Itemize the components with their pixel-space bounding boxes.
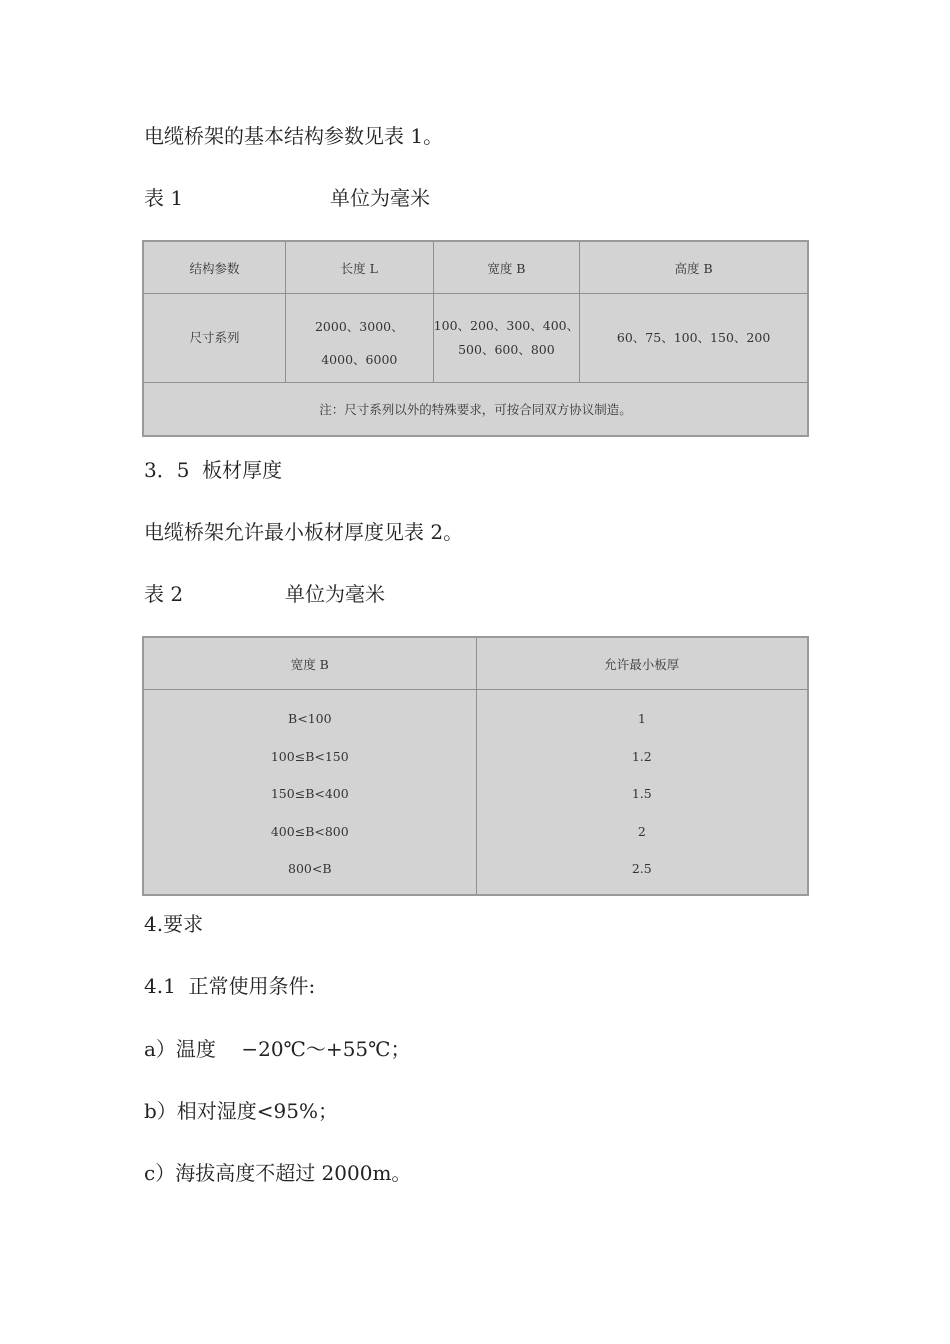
table1-header-cell: 结构参数 xyxy=(143,241,286,294)
table1-note: 注：尺寸系列以外的特殊要求，可按合同双方协议制造。 xyxy=(143,383,808,437)
table1-label: 表 1 xyxy=(144,186,184,210)
table1-structure-params xyxy=(142,240,809,437)
table1-length-line: 4000、6000 xyxy=(321,352,398,367)
table2-header-row xyxy=(143,637,808,690)
table2-body-row xyxy=(143,690,808,896)
condition-c-altitude: c）海拔高度不超过 2000m。 xyxy=(144,1161,412,1185)
table2-width-value: 800<B xyxy=(288,861,332,877)
table1-length-cell xyxy=(286,294,434,383)
table1-row-name: 尺寸系列 xyxy=(143,294,286,383)
intro-table2-text: 电缆桥架允许最小板材厚度见表 2。 xyxy=(144,520,464,544)
table2-thickness-value: 2 xyxy=(637,823,646,839)
table2-width-value: 400≤B<800 xyxy=(270,823,349,839)
table1-height-cell: 60、75、100、150、200 xyxy=(580,294,808,383)
intro-table1-text: 电缆桥架的基本结构参数见表 1。 xyxy=(144,124,444,148)
table1-width-line: 100、200、300、400、 xyxy=(433,318,580,333)
table1-row xyxy=(143,294,808,383)
section-3-5-heading: 3．5 板材厚度 xyxy=(144,458,283,482)
table1-length-line: 2000、3000、 xyxy=(314,319,404,334)
table2-width-value: 100≤B<150 xyxy=(270,748,349,764)
table2-label: 表 2 xyxy=(144,582,184,606)
table1-unit: 单位为毫米 xyxy=(330,186,430,210)
table1-header-cell: 高度 B xyxy=(580,241,808,294)
section-4-1-heading: 4.1 正常使用条件: xyxy=(144,974,316,998)
table1-width-cell xyxy=(433,294,580,383)
section-4-heading: 4.要求 xyxy=(144,912,204,936)
table2-min-thickness xyxy=(142,636,809,896)
table2-header-cell: 允许最小板厚 xyxy=(476,637,808,690)
table2-width-column xyxy=(143,690,476,896)
table2-thickness-value: 1 xyxy=(637,711,646,727)
table1-note-row xyxy=(143,383,808,437)
table1-width-line: 500、600、800 xyxy=(458,342,555,357)
table2-thickness-value: 1.5 xyxy=(631,786,652,802)
table2-thickness-value: 1.2 xyxy=(631,748,652,764)
table1-header-cell: 长度 L xyxy=(286,241,434,294)
table2-width-value: B<100 xyxy=(288,711,332,727)
table1-header-cell: 宽度 B xyxy=(433,241,580,294)
condition-b-humidity: b）相对湿度<95%； xyxy=(144,1099,339,1123)
table2-thickness-column xyxy=(476,690,808,896)
table2-width-value: 150≤B<400 xyxy=(270,786,349,802)
table2-header-cell: 宽度 B xyxy=(143,637,476,690)
condition-a-temperature: a）温度 −20℃～+55℃； xyxy=(144,1037,411,1061)
table2-unit: 单位为毫米 xyxy=(285,582,385,606)
table1-header-row xyxy=(143,241,808,294)
table2-thickness-value: 2.5 xyxy=(631,861,652,877)
